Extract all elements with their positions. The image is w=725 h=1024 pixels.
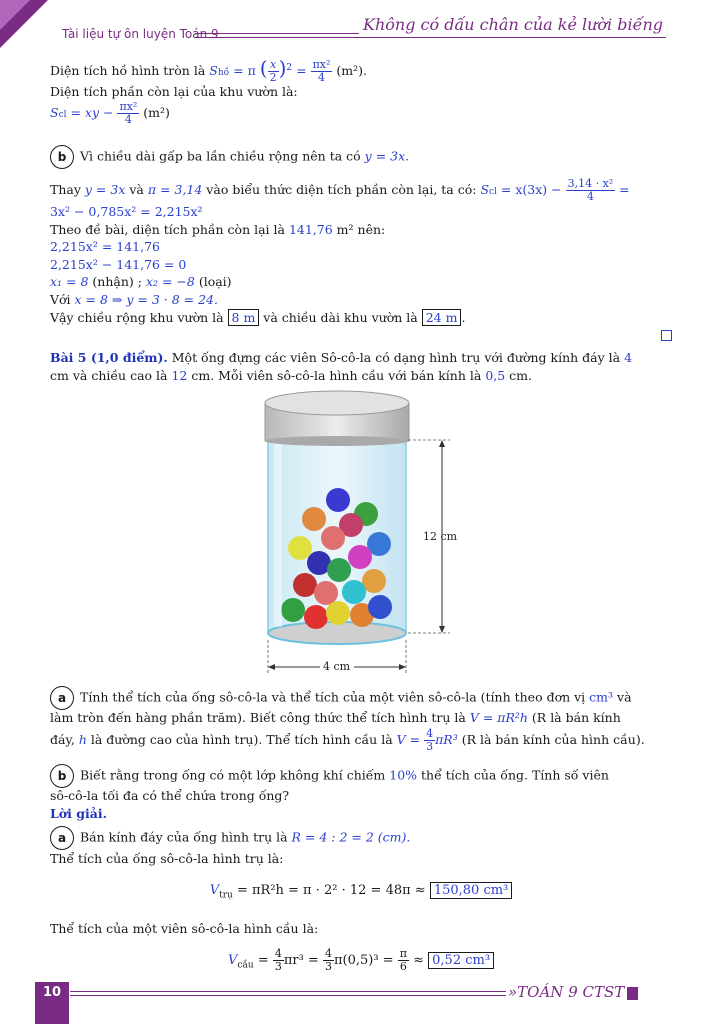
solution-line: Thể tích của ống sô-cô-la hình trụ là: bbox=[50, 851, 284, 866]
header-motto: Không có dấu chân của kẻ lười biếng bbox=[359, 15, 667, 34]
part-a-marker: a bbox=[50, 826, 74, 850]
question-b: sô-cô-la tối đa có thể chứa trong ống? bbox=[50, 788, 290, 803]
equation-cylinder-volume: $V_{trụ} = \pi R^2h = \pi \cdot 2^2 \cdot 12 = 48\pi \approx 150,80$ cm³ bbox=[50, 883, 672, 901]
question-a: làm tròn đến hàng phần trăm). Biết công thức thể tích hình trụ là V = πR²h (R là bán kính bbox=[50, 710, 621, 725]
text-line: x₁ = 8 (nhận) ; x₂ = −8 (loại) bbox=[50, 274, 232, 289]
text-line: 2,215x² = 141,76 bbox=[50, 239, 161, 254]
book-icon bbox=[627, 987, 638, 1000]
footer-divider bbox=[70, 991, 506, 996]
text-line: Với x = 8 ⇒ y = 3 · 8 = 24. bbox=[50, 292, 218, 307]
text-line: Diện tích hồ hình tròn là Shồ = π ( $\frac{x}{2}$ )$^2$ = $\frac{\text{πx²}}{4}$ (m²). bbox=[50, 56, 367, 84]
question-a: a Tính thể tích của ống sô-cô-la và thể tích của một viên sô-cô-la (tính theo đơn vị cm³ và bbox=[50, 686, 672, 710]
text-line: Diện tích phần còn lại của khu vườn là: bbox=[50, 84, 298, 99]
equation-sphere-volume: $V_{cầu}$ = $\frac{4}{3}$ πr³ = $\frac{4}{3}$ π(0,5)³ = $\frac{\pi}{6}$ ≈ 0,52 cm³ bbox=[50, 948, 672, 973]
question-a: đáy, h là đường cao của hình trụ). Thể tích hình cầu là V = $\frac{4}{3}$ πR³ (R là bán kính của hình cầu). bbox=[50, 727, 645, 753]
answer-cylinder-box: 150,80 cm³ bbox=[430, 882, 512, 899]
part-a-marker: a bbox=[50, 686, 74, 710]
part-b-marker: b bbox=[50, 145, 74, 169]
corner-decoration-inner bbox=[0, 0, 30, 30]
text-line: Theo đề bài, diện tích phần còn lại là 141,76 m² nên: bbox=[50, 222, 386, 237]
problem-statement: cm và chiều cao là 12 cm. Mỗi viên sô-cô-la hình cầu với bán kính là 0,5 cm. bbox=[50, 368, 533, 383]
height-label: 12 cm bbox=[423, 530, 458, 543]
header-title: Tài liệu tự ôn luyện Toán 9 bbox=[62, 27, 219, 41]
text-line: Vậy chiều rộng khu vườn là 8 m và chiều dài khu vườn là 24 m . bbox=[50, 310, 466, 325]
footer-series-title: »TOÁN 9 CTST bbox=[508, 983, 638, 1001]
answer-length-box: 24 m bbox=[422, 309, 462, 326]
answer-sphere-box: 0,52 cm³ bbox=[428, 952, 494, 969]
page-number: 10 bbox=[35, 982, 69, 1024]
chocolate-jar-figure bbox=[240, 385, 470, 680]
width-label: 4 cm bbox=[323, 660, 351, 673]
qed-square-icon bbox=[661, 330, 672, 341]
problem-statement: Bài 5 (1,0 điểm). Một ống đựng các viên Sô-cô-la có dạng hình trụ với đường kính đáy là 4 bbox=[50, 350, 633, 365]
solution-line: Thể tích của một viên sô-cô-la hình cầu là: bbox=[50, 921, 319, 936]
text-line: b Vì chiều dài gấp ba lần chiều rộng nên ta có y = 3x. bbox=[50, 145, 672, 169]
answer-width-box: 8 m bbox=[228, 309, 260, 326]
solution-line: a Bán kính đáy của ống hình trụ là R = 4 : 2 = 2 (cm). bbox=[50, 826, 672, 850]
text-line: 2,215x² − 141,76 = 0 bbox=[50, 257, 187, 272]
part-b-marker: b bbox=[50, 764, 74, 788]
text-line: 3x² − 0,785x² = 2,215x² bbox=[50, 204, 203, 219]
question-b: b Biết rằng trong ống có một lớp không khí chiếm 10% thể tích của ống. Tính số viên bbox=[50, 764, 672, 788]
solution-title: Lời giải. bbox=[50, 806, 107, 821]
text-line: Scl = xy − $\frac{\text{πx²}}{4}$ (m²) bbox=[50, 100, 170, 126]
text-line: Thay y = 3x và π = 3,14 vào biểu thức diện tích phần còn lại, ta có: Scl = x(3x) − $\frac{\text{3,14 · x²}}{4}$ = bbox=[50, 177, 630, 203]
